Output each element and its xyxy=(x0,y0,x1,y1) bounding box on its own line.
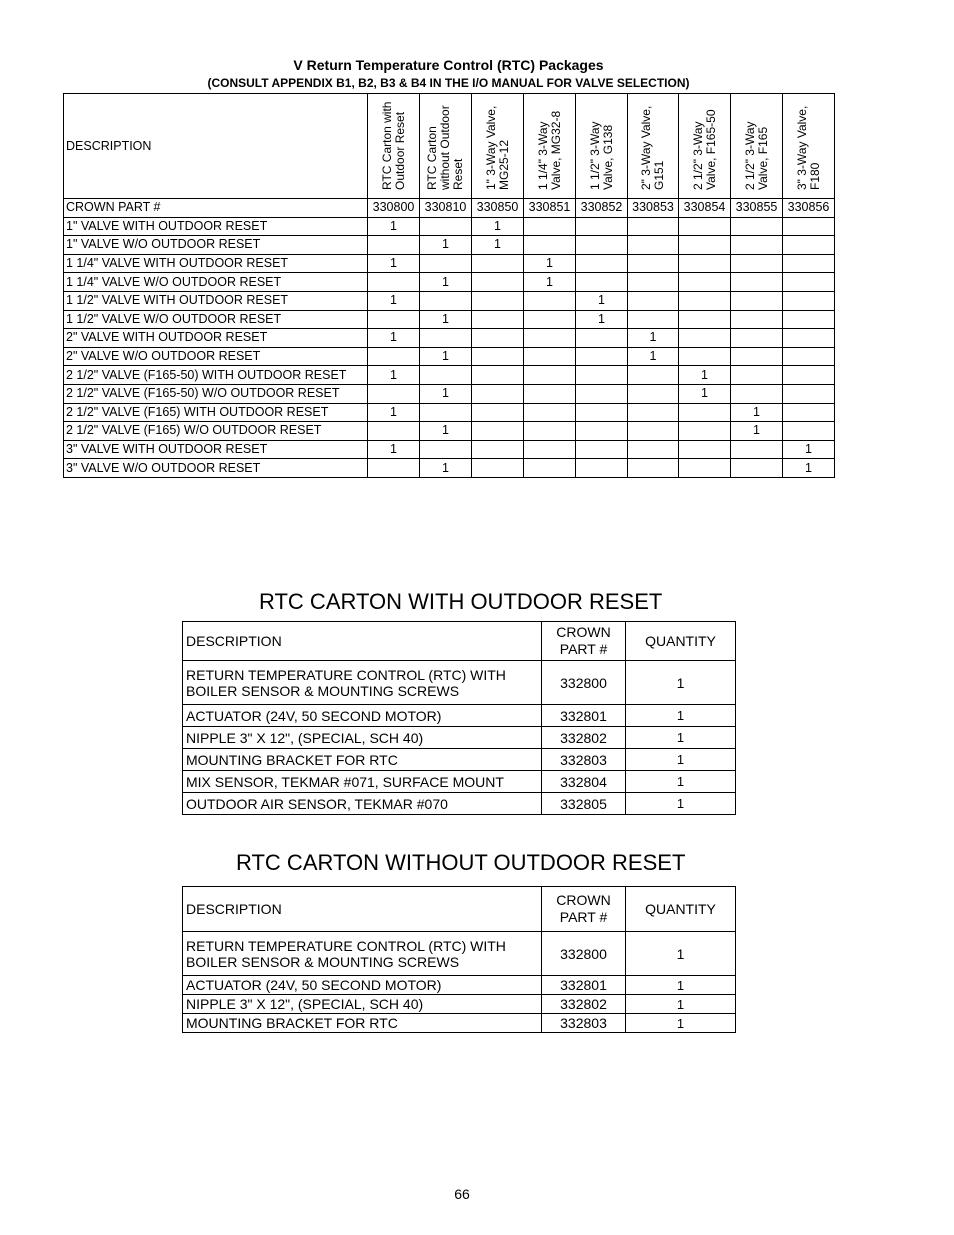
description-header: DESCRIPTION xyxy=(183,622,542,661)
package-description: 2 1/2" VALVE (F165-50) W/O OUTDOOR RESET xyxy=(64,384,368,403)
package-cell xyxy=(420,440,472,459)
package-description: 1 1/2" VALVE W/O OUTDOOR RESET xyxy=(64,310,368,329)
package-cell: 1 xyxy=(576,310,628,329)
package-cell: 1 xyxy=(420,422,472,441)
column-header-label: 2 1/2" 3-Way Valve, F165 xyxy=(742,121,770,190)
quantity-header: QUANTITY xyxy=(626,622,736,661)
package-cell xyxy=(368,347,420,366)
carton-item-quantity: 1 xyxy=(626,661,736,705)
package-row xyxy=(64,236,835,255)
package-cell xyxy=(783,254,835,273)
carton-row xyxy=(183,995,736,1014)
part-number-label: CROWN PART # xyxy=(64,199,368,218)
package-cell xyxy=(628,422,679,441)
package-cell xyxy=(524,291,576,310)
crown-part-header xyxy=(542,622,626,661)
carton-item-description: NIPPLE 3" X 12", (SPECIAL, SCH 40) xyxy=(183,995,542,1014)
package-cell xyxy=(679,310,731,329)
carton-item-quantity: 1 xyxy=(626,771,736,793)
package-row xyxy=(64,254,835,273)
column-header-label: 1 1/2" 3-Way Valve, G138 xyxy=(587,121,615,190)
package-cell xyxy=(783,422,835,441)
package-cell xyxy=(524,366,576,385)
carton-item-quantity: 1 xyxy=(626,1014,736,1033)
package-cell: 1 xyxy=(368,217,420,236)
carton-row xyxy=(183,749,736,771)
package-cell xyxy=(679,254,731,273)
part-number-cell: 330856 xyxy=(783,199,835,218)
part-number-cell: 330852 xyxy=(576,199,628,218)
package-description: 1 1/4" VALVE WITH OUTDOOR RESET xyxy=(64,254,368,273)
package-cell xyxy=(368,384,420,403)
package-row xyxy=(64,310,835,329)
package-cell xyxy=(731,273,783,292)
package-cell xyxy=(368,273,420,292)
carton-item-quantity: 1 xyxy=(626,976,736,995)
carton-item-description: MOUNTING BRACKET FOR RTC xyxy=(183,1014,542,1033)
carton-item-description-line1: RETURN TEMPERATURE CONTROL (RTC) WITH xyxy=(186,937,506,954)
carton-item-part: 332801 xyxy=(542,976,626,995)
package-description: 2 1/2" VALVE (F165) WITH OUTDOOR RESET xyxy=(64,403,368,422)
package-cell xyxy=(679,459,731,478)
part-number-cell: 330800 xyxy=(368,199,420,218)
carton-item-part: 332803 xyxy=(542,1014,626,1033)
package-row xyxy=(64,384,835,403)
package-cell: 1 xyxy=(420,384,472,403)
package-row xyxy=(64,217,835,236)
package-cell: 1 xyxy=(524,273,576,292)
carton-row xyxy=(183,976,736,995)
package-cell xyxy=(420,329,472,348)
page-number: 66 xyxy=(454,1186,470,1202)
package-cell xyxy=(783,366,835,385)
package-cell: 1 xyxy=(679,384,731,403)
package-cell xyxy=(783,273,835,292)
package-cell xyxy=(524,310,576,329)
package-cell xyxy=(420,366,472,385)
package-cell xyxy=(524,384,576,403)
column-header xyxy=(576,94,628,199)
carton-without-table xyxy=(182,886,736,1033)
package-cell xyxy=(368,310,420,329)
package-cell xyxy=(576,440,628,459)
package-cell xyxy=(628,254,679,273)
carton-item-description: ACTUATOR (24V, 50 SECOND MOTOR) xyxy=(183,705,542,727)
package-cell xyxy=(524,217,576,236)
package-cell xyxy=(628,310,679,329)
column-header-label: 1" 3-Way Valve, MG25-12 xyxy=(483,105,511,190)
package-cell xyxy=(783,291,835,310)
carton-row xyxy=(183,661,736,705)
package-cell xyxy=(783,217,835,236)
package-cell xyxy=(472,291,524,310)
package-cell: 1 xyxy=(783,459,835,478)
package-description: 1" VALVE W/O OUTDOOR RESET xyxy=(64,236,368,255)
package-cell xyxy=(628,366,679,385)
package-cell xyxy=(731,440,783,459)
package-cell: 1 xyxy=(368,366,420,385)
package-cell xyxy=(783,329,835,348)
package-description: 2 1/2" VALVE (F165) W/O OUTDOOR RESET xyxy=(64,422,368,441)
column-header-label: RTC Carton with Outdoor Reset xyxy=(379,101,407,190)
carton-item-part: 332805 xyxy=(542,793,626,815)
part-number-cell: 330853 xyxy=(628,199,679,218)
package-cell xyxy=(679,217,731,236)
package-cell: 1 xyxy=(368,291,420,310)
carton-item-part: 332804 xyxy=(542,771,626,793)
package-cell xyxy=(731,366,783,385)
package-cell xyxy=(368,459,420,478)
package-cell xyxy=(368,236,420,255)
package-cell: 1 xyxy=(420,236,472,255)
package-cell xyxy=(731,291,783,310)
package-cell xyxy=(472,403,524,422)
package-cell xyxy=(731,459,783,478)
carton-item-description: OUTDOOR AIR SENSOR, TEKMAR #070 xyxy=(183,793,542,815)
package-cell: 1 xyxy=(472,217,524,236)
package-cell xyxy=(679,236,731,255)
crown-part-header xyxy=(542,887,626,932)
package-cell: 1 xyxy=(420,347,472,366)
package-cell: 1 xyxy=(524,254,576,273)
package-cell xyxy=(576,347,628,366)
package-row xyxy=(64,366,835,385)
carton-item-description xyxy=(183,932,542,976)
package-cell xyxy=(628,273,679,292)
package-cell xyxy=(576,366,628,385)
package-cell xyxy=(783,236,835,255)
package-cell xyxy=(679,440,731,459)
package-cell: 1 xyxy=(368,403,420,422)
carton-item-description: ACTUATOR (24V, 50 SECOND MOTOR) xyxy=(183,976,542,995)
package-cell xyxy=(628,291,679,310)
package-cell xyxy=(628,403,679,422)
package-cell xyxy=(783,384,835,403)
quantity-header: QUANTITY xyxy=(626,887,736,932)
packages-title: V Return Temperature Control (RTC) Packages xyxy=(293,57,604,73)
column-header xyxy=(628,94,679,199)
package-cell xyxy=(731,310,783,329)
carton-with-title: RTC CARTON WITH OUTDOOR RESET xyxy=(259,589,663,614)
column-header-label: RTC Carton without Outdoor Reset xyxy=(425,105,465,190)
carton-item-part: 332800 xyxy=(542,661,626,705)
package-cell: 1 xyxy=(679,366,731,385)
package-cell xyxy=(576,403,628,422)
package-cell: 1 xyxy=(368,329,420,348)
package-cell: 1 xyxy=(368,440,420,459)
package-cell xyxy=(576,236,628,255)
package-cell xyxy=(628,217,679,236)
package-description: 2 1/2" VALVE (F165-50) WITH OUTDOOR RESET xyxy=(64,366,368,385)
packages-header-row xyxy=(64,94,835,199)
carton-item-quantity: 1 xyxy=(626,705,736,727)
package-cell xyxy=(731,347,783,366)
package-cell xyxy=(472,384,524,403)
package-cell: 1 xyxy=(472,236,524,255)
package-cell xyxy=(524,440,576,459)
carton-item-quantity: 1 xyxy=(626,995,736,1014)
package-description: 1 1/4" VALVE W/O OUTDOOR RESET xyxy=(64,273,368,292)
package-cell xyxy=(679,291,731,310)
package-description: 1 1/2" VALVE WITH OUTDOOR RESET xyxy=(64,291,368,310)
carton-row xyxy=(183,771,736,793)
part-number-cell: 330851 xyxy=(524,199,576,218)
package-cell xyxy=(524,347,576,366)
package-cell: 1 xyxy=(731,422,783,441)
package-cell xyxy=(576,273,628,292)
package-cell xyxy=(731,236,783,255)
column-header xyxy=(731,94,783,199)
packages-table xyxy=(63,93,835,478)
package-cell xyxy=(783,403,835,422)
package-cell xyxy=(524,459,576,478)
package-cell xyxy=(679,422,731,441)
package-cell xyxy=(628,459,679,478)
package-description: 2" VALVE W/O OUTDOOR RESET xyxy=(64,347,368,366)
part-number-cell: 330850 xyxy=(472,199,524,218)
carton-row xyxy=(183,1014,736,1033)
package-cell xyxy=(472,254,524,273)
column-header-label: 2 1/2" 3-Way Valve, F165-50 xyxy=(690,109,718,190)
package-cell: 1 xyxy=(420,459,472,478)
crown-part-header-line2: PART # xyxy=(559,909,608,925)
carton-item-part: 332803 xyxy=(542,749,626,771)
package-row xyxy=(64,422,835,441)
description-header: DESCRIPTION xyxy=(183,887,542,932)
carton-item-quantity: 1 xyxy=(626,749,736,771)
carton-item-quantity: 1 xyxy=(626,727,736,749)
column-header xyxy=(368,94,420,199)
part-number-row xyxy=(64,199,835,218)
part-number-cell: 330855 xyxy=(731,199,783,218)
package-description: 3" VALVE WITH OUTDOOR RESET xyxy=(64,440,368,459)
package-row xyxy=(64,440,835,459)
carton-item-quantity: 1 xyxy=(626,932,736,976)
carton-without-title: RTC CARTON WITHOUT OUTDOOR RESET xyxy=(236,850,686,875)
carton-row xyxy=(183,932,736,976)
package-cell: 1 xyxy=(731,403,783,422)
carton-item-description: MOUNTING BRACKET FOR RTC xyxy=(183,749,542,771)
carton-item-description-line2: BOILER SENSOR & MOUNTING SCREWS xyxy=(186,682,460,699)
package-cell: 1 xyxy=(420,273,472,292)
package-cell xyxy=(576,459,628,478)
package-cell xyxy=(783,310,835,329)
carton-row xyxy=(183,727,736,749)
description-header: DESCRIPTION xyxy=(64,94,368,199)
package-cell xyxy=(368,422,420,441)
column-header xyxy=(420,94,472,199)
package-cell xyxy=(524,329,576,348)
package-cell: 1 xyxy=(576,291,628,310)
carton-item-description: NIPPLE 3" X 12", (SPECIAL, SCH 40) xyxy=(183,727,542,749)
carton-item-part: 332802 xyxy=(542,727,626,749)
carton-header-row xyxy=(183,622,736,661)
package-row xyxy=(64,273,835,292)
package-cell xyxy=(576,329,628,348)
carton-item-description-line2: BOILER SENSOR & MOUNTING SCREWS xyxy=(186,953,460,970)
column-header-label: 2" 3-Way Valve, G151 xyxy=(639,105,666,190)
package-cell xyxy=(679,273,731,292)
carton-item-quantity: 1 xyxy=(626,793,736,815)
package-cell xyxy=(731,254,783,273)
crown-part-header-line2: PART # xyxy=(559,641,608,657)
package-cell xyxy=(576,217,628,236)
package-cell: 1 xyxy=(420,310,472,329)
package-cell xyxy=(420,403,472,422)
carton-header-row xyxy=(183,887,736,932)
package-cell xyxy=(524,236,576,255)
carton-row xyxy=(183,793,736,815)
package-row xyxy=(64,459,835,478)
package-cell xyxy=(576,384,628,403)
column-header-label: 3" 3-Way Valve, F180 xyxy=(794,105,822,190)
packages-subtitle: (CONSULT APPENDIX B1, B2, B3 & B4 IN THE I/O MANUAL FOR VALVE SELECTION) xyxy=(207,76,690,90)
package-cell xyxy=(472,273,524,292)
package-row xyxy=(64,403,835,422)
package-cell xyxy=(628,236,679,255)
package-cell xyxy=(420,217,472,236)
carton-row xyxy=(183,705,736,727)
package-cell xyxy=(679,329,731,348)
package-cell: 1 xyxy=(628,347,679,366)
crown-part-header-line1: CROWN xyxy=(556,892,611,908)
package-row xyxy=(64,329,835,348)
package-cell xyxy=(472,422,524,441)
package-cell xyxy=(420,254,472,273)
package-cell xyxy=(472,459,524,478)
package-cell xyxy=(472,366,524,385)
package-cell xyxy=(576,422,628,441)
package-cell xyxy=(783,347,835,366)
package-description: 3" VALVE W/O OUTDOOR RESET xyxy=(64,459,368,478)
carton-item-part: 332800 xyxy=(542,932,626,976)
package-cell xyxy=(524,422,576,441)
carton-with-table xyxy=(182,621,736,815)
carton-item-description xyxy=(183,661,542,705)
column-header xyxy=(524,94,576,199)
package-description: 1" VALVE WITH OUTDOOR RESET xyxy=(64,217,368,236)
package-cell xyxy=(472,440,524,459)
package-cell xyxy=(731,384,783,403)
package-row xyxy=(64,291,835,310)
carton-item-part: 332802 xyxy=(542,995,626,1014)
crown-part-header-line1: CROWN xyxy=(556,624,611,640)
package-description: 2" VALVE WITH OUTDOOR RESET xyxy=(64,329,368,348)
package-cell: 1 xyxy=(368,254,420,273)
part-number-cell: 330810 xyxy=(420,199,472,218)
carton-item-part: 332801 xyxy=(542,705,626,727)
package-cell xyxy=(628,440,679,459)
column-header xyxy=(679,94,731,199)
package-cell xyxy=(679,403,731,422)
package-cell xyxy=(679,347,731,366)
column-header-label: 1 1/4" 3-Way Valve, MG32-8 xyxy=(535,110,563,190)
package-cell xyxy=(472,347,524,366)
column-header xyxy=(783,94,835,199)
package-cell xyxy=(472,310,524,329)
package-cell xyxy=(731,329,783,348)
package-cell xyxy=(628,384,679,403)
package-cell xyxy=(524,403,576,422)
part-number-cell: 330854 xyxy=(679,199,731,218)
package-cell xyxy=(420,291,472,310)
package-cell: 1 xyxy=(783,440,835,459)
package-cell xyxy=(472,329,524,348)
column-header xyxy=(472,94,524,199)
package-row xyxy=(64,347,835,366)
package-cell xyxy=(731,217,783,236)
package-cell: 1 xyxy=(628,329,679,348)
carton-item-description-line1: RETURN TEMPERATURE CONTROL (RTC) WITH xyxy=(186,666,506,683)
carton-item-description: MIX SENSOR, TEKMAR #071, SURFACE MOUNT xyxy=(183,771,542,793)
package-cell xyxy=(576,254,628,273)
